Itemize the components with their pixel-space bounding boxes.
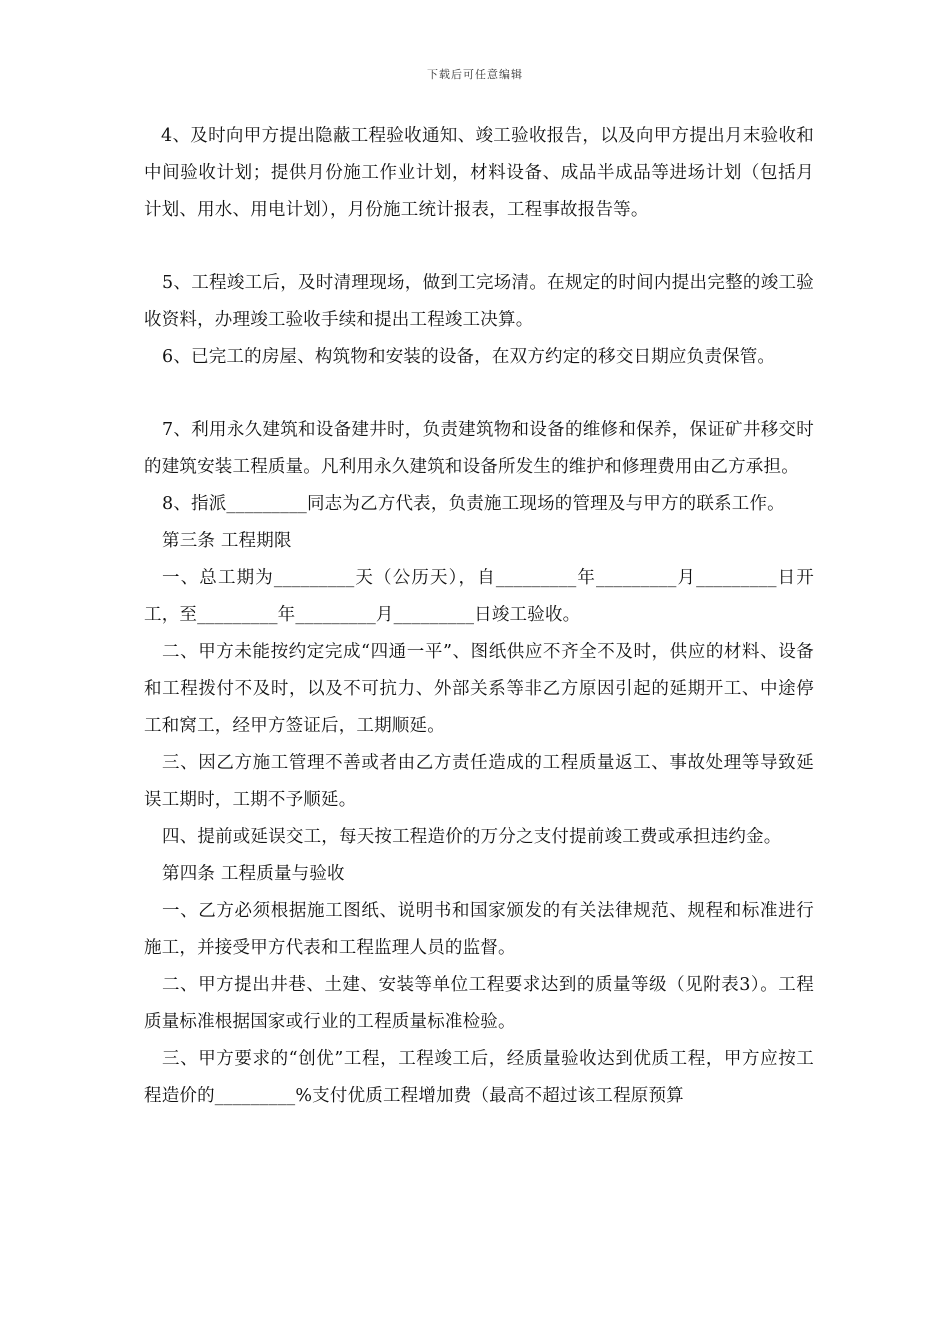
clause-5: 5、工程竣工后，及时清理现场，做到工完场清。在规定的时间内提出完整的竣工验收资料，办理竣工验收手续和提出工程竣工决算。 [144,273,814,330]
article-4-item-1: 一、乙方必须根据施工图纸、说明书和国家颁发的有关法律规范、规程和标准进行施工，并接受甲方代表和工程监理人员的监督。 [144,901,814,958]
article-3-item-4: 四、提前或延误交工，每天按工程造价的万分之支付提前竣工费或承担违约金。 [162,827,782,847]
clause-6: 6、已完工的房屋、构筑物和安装的设备，在双方约定的移交日期应负责保管。 [162,347,776,367]
page-header: 下载后可任意编辑 [427,68,523,81]
article-3-title: 第三条 工程期限 [162,531,292,551]
clause-7: 7、利用永久建筑和设备建井时，负责建筑物和设备的维修和保养，保证矿井移交时的建筑安装工程质量。凡利用永久建筑和设备所发生的维护和修理费用由乙方承担。 [144,420,814,477]
article-4-item-2: 二、甲方提出井巷、土建、安装等单位工程要求达到的质量等级（见附表3）。工程质量标准根据国家或行业的工程质量标准检验。 [144,975,814,1032]
article-3-item-3: 三、因乙方施工管理不善或者由乙方责任造成的工程质量返工、事故处理等导致延误工期时，工期不予顺延。 [144,753,814,810]
document-body [144,118,814,1115]
article-3-item-1: 一、总工期为_________天（公历天），自_________年_________月_________日开工，至_________年_________月_________日竣工验收。 [144,568,814,625]
article-3-item-2: 二、甲方未能按约定完成“四通一平”、图纸供应不齐全不及时，供应的材料、设备和工程拨付不及时，以及不可抗力、外部关系等非乙方原因引起的延期开工、中途停工和窝工，经甲方签证后，工期顺延。 [144,642,814,736]
article-4-title: 第四条 工程质量与验收 [162,864,345,884]
article-4-item-3: 三、甲方要求的“创优”工程，工程竣工后，经质量验收达到优质工程，甲方应按工程造价的_________%支付优质工程增加费（最高不超过该工程原预算 [144,1049,814,1106]
clause-8: 8、指派_________同志为乙方代表，负责施工现场的管理及与甲方的联系工作。 [162,494,785,514]
clause-4: 4、及时向甲方提出隐蔽工程验收通知、竣工验收报告，以及向甲方提出月末验收和中间验收计划；提供月份施工作业计划，材料设备、成品半成品等进场计划（包括月计划、用水、用电计划），月份施工统计报表，工程事故报告等。 [144,126,814,220]
